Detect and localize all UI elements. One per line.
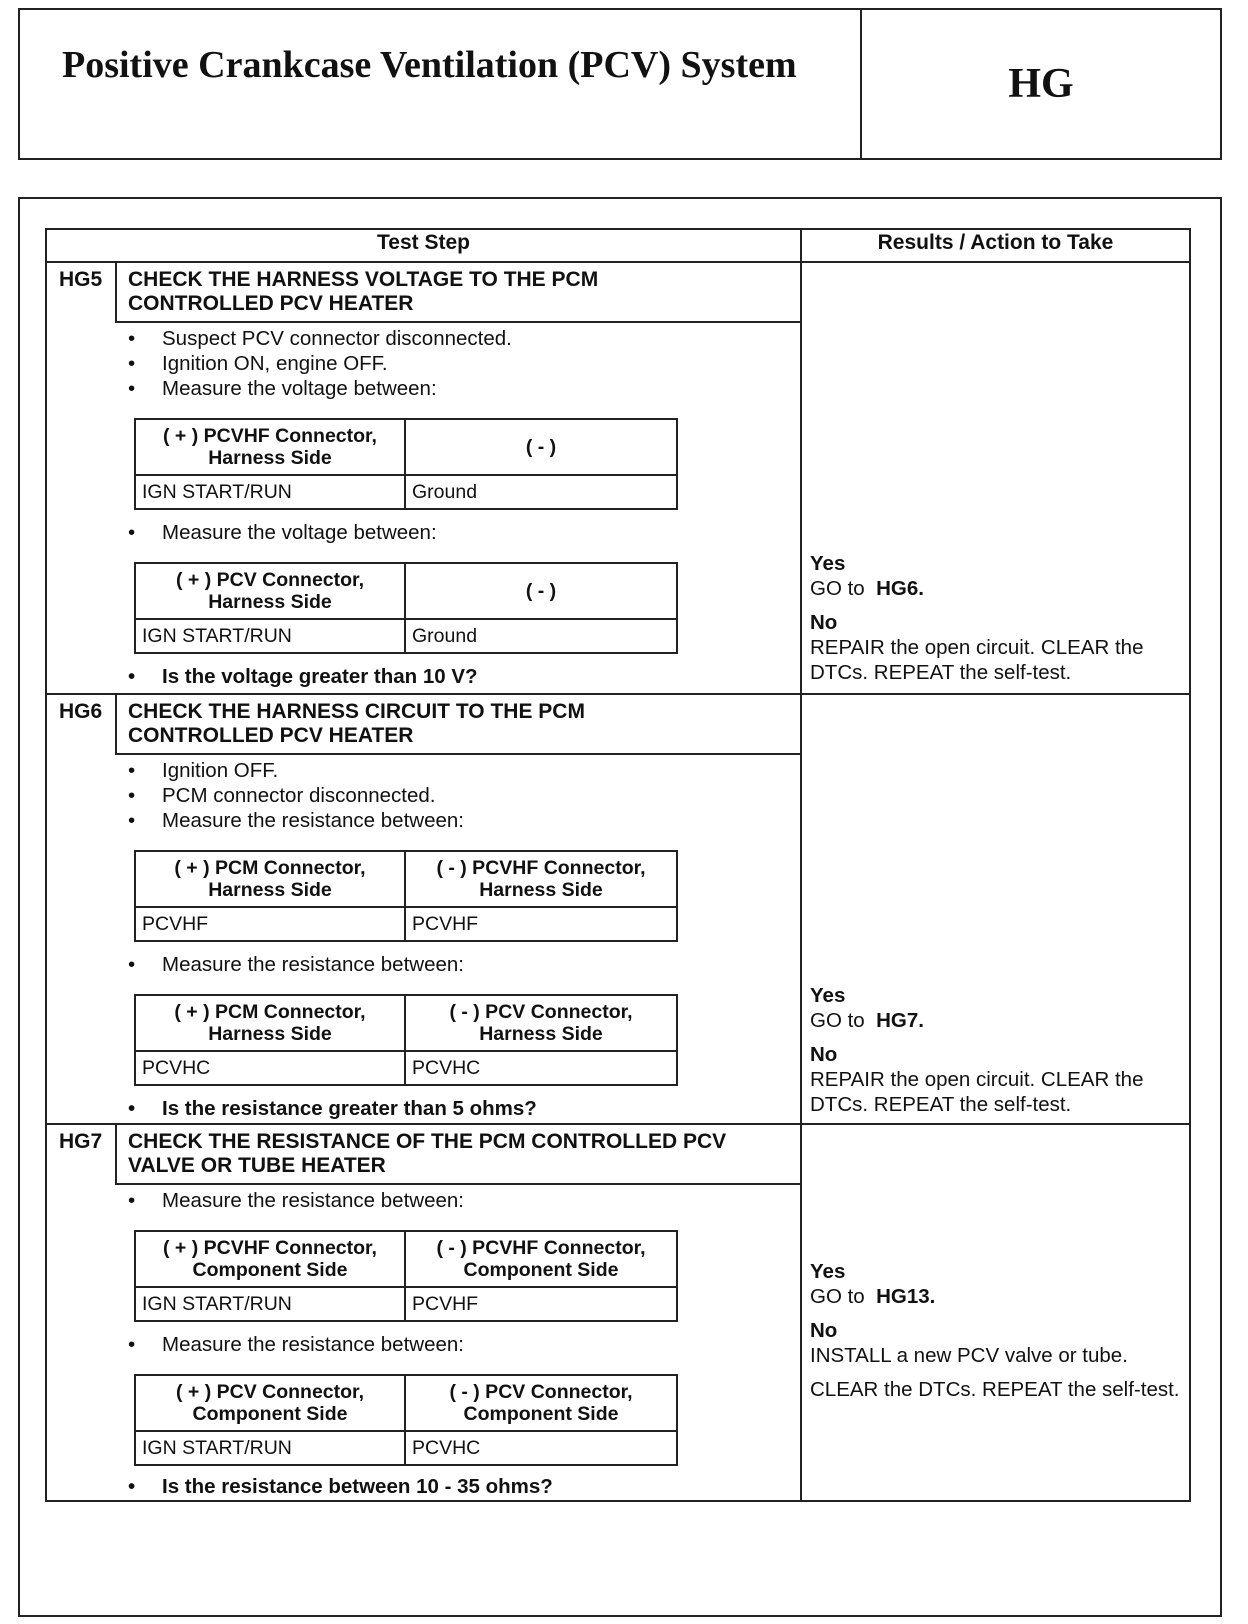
step-bullet: • Measure the voltage between:	[162, 520, 437, 545]
result-yes-target: HG7.	[876, 1009, 924, 1032]
page-header	[18, 8, 1222, 160]
table-left-border	[45, 228, 47, 1502]
step-id-divider	[115, 693, 117, 755]
step-title: CHECK THE HARNESS CIRCUIT TO THE PCM CONTROLLED PCV HEATER	[128, 700, 585, 747]
step-question: • Is the voltage greater than 10 V?	[162, 664, 478, 689]
step-bullet: • Measure the resistance between:	[162, 952, 464, 977]
step-title-rule	[115, 321, 801, 323]
step-id: HG7	[59, 1130, 103, 1153]
meas-header-negative: ( - )	[405, 563, 677, 619]
result-yes-label: Yes	[810, 984, 846, 1007]
step-result	[810, 551, 1185, 685]
meas-cell: PCVHC	[405, 1051, 677, 1085]
meas-header-negative: ( - )	[405, 419, 677, 475]
table-bottom-border	[45, 1500, 1191, 1502]
row-divider	[45, 693, 1191, 695]
meas-header-positive: ( + ) PCV Connector, Component Side	[135, 1375, 405, 1431]
result-no-label: No	[810, 1043, 838, 1066]
meas-cell: PCVHF	[405, 1287, 677, 1321]
meas-header-negative: ( - ) PCVHF Connector, Component Side	[405, 1231, 677, 1287]
meas-cell: IGN START/RUN	[135, 1287, 405, 1321]
step-id-divider	[115, 1123, 117, 1185]
step-question: • Is the resistance between 10 - 35 ohms?	[162, 1474, 553, 1499]
page-title: Positive Crankcase Ventilation (PCV) System	[62, 44, 797, 86]
result-extra-text: CLEAR the DTCs. REPEAT the self-test.	[810, 1378, 1180, 1401]
result-yes-target: HG6.	[876, 577, 924, 600]
step-bullet: • Ignition OFF.	[162, 758, 278, 783]
step-bullet: • Ignition ON, engine OFF.	[162, 351, 388, 376]
result-yes-target: HG13.	[876, 1285, 936, 1308]
measurement-table	[134, 1230, 678, 1322]
step-title: CHECK THE HARNESS VOLTAGE TO THE PCM CONTROLLED PCV HEATER	[128, 268, 599, 315]
meas-cell: Ground	[405, 475, 677, 509]
result-yes-label: Yes	[810, 1260, 846, 1283]
step-title-rule	[115, 1183, 801, 1185]
column-divider	[800, 228, 802, 1502]
meas-cell: IGN START/RUN	[135, 475, 405, 509]
measurement-table	[134, 1374, 678, 1466]
measurement-table	[134, 418, 678, 510]
measurement-table	[134, 994, 678, 1086]
table-top-border	[45, 228, 1191, 230]
section-code: HG	[1008, 61, 1074, 107]
meas-header-positive: ( + ) PCVHF Connector, Harness Side	[135, 419, 405, 475]
step-id: HG6	[59, 700, 103, 723]
result-no-label: No	[810, 1319, 838, 1342]
step-bullet: • Suspect PCV connector disconnected.	[162, 326, 512, 351]
result-yes-text: GO to	[810, 1009, 865, 1032]
result-no-text: REPAIR the open circuit. CLEAR the DTCs. REPEAT the self-test.	[810, 636, 1144, 684]
meas-cell: PCVHC	[135, 1051, 405, 1085]
meas-cell: PCVHF	[135, 907, 405, 941]
meas-header-positive: ( + ) PCVHF Connector, Component Side	[135, 1231, 405, 1287]
column-header-test-step: Test Step	[377, 231, 470, 254]
step-bullet: • Measure the resistance between:	[162, 808, 464, 833]
step-title: CHECK THE RESISTANCE OF THE PCM CONTROLLED PCV VALVE OR TUBE HEATER	[128, 1130, 727, 1177]
step-bullet: • Measure the voltage between:	[162, 376, 437, 401]
result-no-text: REPAIR the open circuit. CLEAR the DTCs. REPEAT the self-test.	[810, 1068, 1144, 1116]
meas-header-positive: ( + ) PCM Connector, Harness Side	[135, 851, 405, 907]
result-yes-text: GO to	[810, 1285, 865, 1308]
meas-cell: PCVHF	[405, 907, 677, 941]
meas-header-negative: ( - ) PCVHF Connector, Harness Side	[405, 851, 677, 907]
result-no-text: INSTALL a new PCV valve or tube.	[810, 1344, 1128, 1367]
step-title-rule	[115, 753, 801, 755]
measurement-table	[134, 850, 678, 942]
meas-cell: Ground	[405, 619, 677, 653]
result-no-label: No	[810, 611, 838, 634]
row-divider	[45, 1123, 1191, 1125]
meas-header-negative: ( - ) PCV Connector, Harness Side	[405, 995, 677, 1051]
table-right-border	[1189, 228, 1191, 1502]
step-result	[810, 983, 1185, 1117]
measurement-table	[134, 562, 678, 654]
meas-header-positive: ( + ) PCV Connector, Harness Side	[135, 563, 405, 619]
step-bullet: • Measure the resistance between:	[162, 1332, 464, 1357]
table-header-rule	[45, 261, 1191, 263]
step-result	[810, 1259, 1188, 1402]
meas-header-negative: ( - ) PCV Connector, Component Side	[405, 1375, 677, 1431]
meas-header-positive: ( + ) PCM Connector, Harness Side	[135, 995, 405, 1051]
step-question: • Is the resistance greater than 5 ohms?	[162, 1096, 537, 1121]
result-yes-text: GO to	[810, 577, 865, 600]
meas-cell: IGN START/RUN	[135, 619, 405, 653]
step-id: HG5	[59, 268, 103, 291]
meas-cell: IGN START/RUN	[135, 1431, 405, 1465]
result-yes-label: Yes	[810, 552, 846, 575]
step-id-divider	[115, 261, 117, 323]
step-bullet: • Measure the resistance between:	[162, 1188, 464, 1213]
meas-cell: PCVHC	[405, 1431, 677, 1465]
column-header-results: Results / Action to Take	[877, 231, 1114, 254]
step-bullet: • PCM connector disconnected.	[162, 783, 435, 808]
